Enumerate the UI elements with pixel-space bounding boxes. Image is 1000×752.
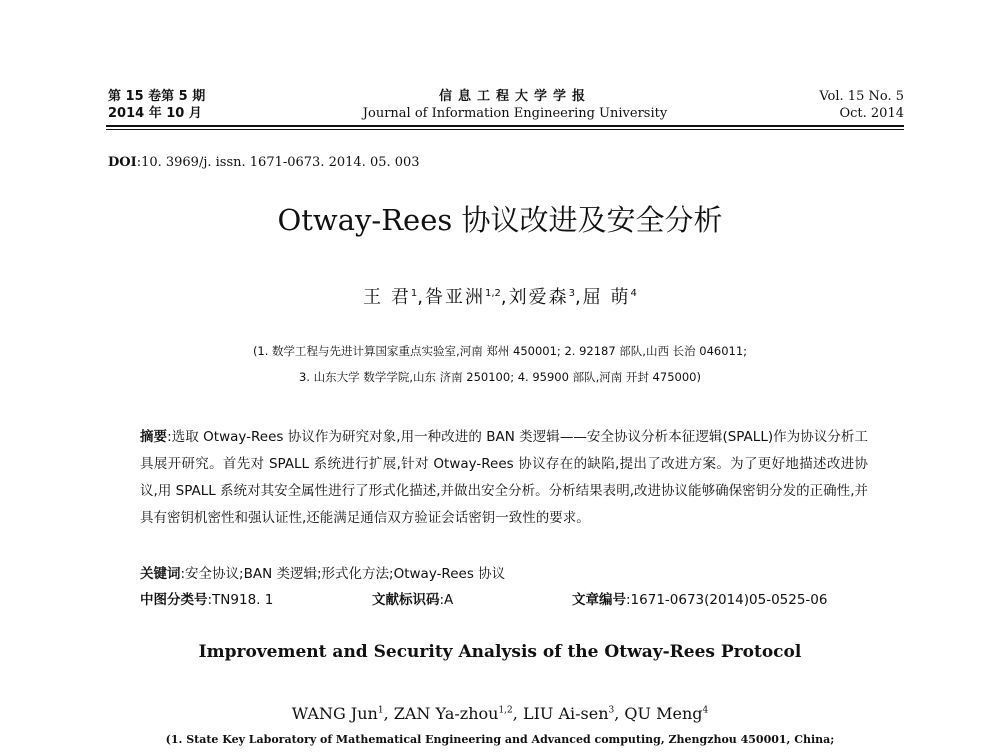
clc-label: 中图分类号	[140, 592, 208, 608]
doi-line	[108, 155, 420, 170]
header-rule-thin	[106, 129, 904, 130]
author-affil-mark: 3	[568, 288, 576, 299]
document-code	[372, 588, 453, 608]
doc-code-value: :A	[439, 592, 454, 608]
english-author-affil-mark: 1	[377, 705, 384, 716]
doc-code-label: 文献标识码	[372, 592, 440, 608]
keywords-text: :安全协议;BAN 类逻辑;形式化方法;Otway-Rees 协议	[180, 566, 506, 582]
abstract	[140, 424, 868, 532]
author-name: 王 君	[363, 287, 411, 308]
abstract-text: :选取 Otway-Rees 协议作为研究对象,用一种改进的 BAN 类逻辑——安全协议分析本征逻辑(SPALL)作为协议分析工具展开研究。首先对 SPALL 系统进行扩展,针对 Otway-Rees 协议存在的缺陷,提出了改进方案。为了更好地描述改进协议,用 SPALL 系统对其安全属性进行了形式化描述,并做出安全分析。分析结果表明,改进协议能够确保密钥分发的正确性,并具有密钥机密性和强认证性,还能满足通信双方验证会话密钥一致性的要求。	[140, 429, 868, 526]
english-author-name: , ZAN Ya-zhou	[383, 704, 499, 723]
article-number	[572, 588, 827, 608]
author-affil-mark: 4	[630, 288, 637, 299]
volume-number: Vol. 15 No. 5	[819, 89, 904, 104]
english-author-name: , LIU Ai-sen	[512, 704, 609, 723]
doi-label: DOI	[108, 155, 137, 170]
journal-volume	[819, 88, 904, 122]
affiliation-line-2: 3. 山东大学 数学学院,山东 济南 250100; 4. 95900 部队,河南 开封 475000)	[299, 370, 701, 384]
journal-name-en: Journal of Information Engineering University	[362, 106, 668, 121]
journal-name	[330, 88, 700, 122]
keywords-label: 关键词	[140, 566, 181, 582]
paper-title: Otway-Rees 协议改进及安全分析	[277, 203, 723, 237]
issue-date: 2014 年 10 月	[108, 106, 202, 121]
english-author-affil-mark: 4	[702, 705, 709, 716]
issue-volume: 第 15 卷第 5 期	[108, 89, 206, 104]
english-author-affil-mark: 3	[608, 705, 615, 716]
doi-value: :10. 3969/j. issn. 1671-0673. 2014. 05. 003	[136, 155, 420, 170]
author-name: ,屈 萌	[575, 287, 631, 308]
english-author-name: WANG Jun	[291, 704, 378, 723]
english-title: Improvement and Security Analysis of the Otway-Rees Protocol	[198, 642, 802, 662]
article-number-label: 文章编号	[572, 592, 626, 608]
clc-value: :TN918. 1	[207, 592, 274, 608]
classification-line	[140, 588, 870, 608]
volume-date: Oct. 2014	[839, 106, 904, 121]
author-list	[0, 283, 1000, 309]
header-rule	[106, 125, 904, 127]
author-name: ,昝亚洲	[417, 287, 485, 308]
article-number-value: :1671-0673(2014)05-0525-06	[626, 592, 828, 608]
english-affiliation: (1. State Key Laboratory of Mathematical Engineering and Advanced computing, Zhengzhou 450001, China;	[165, 733, 835, 746]
abstract-label: 摘要	[140, 429, 168, 445]
clc-number	[140, 592, 273, 608]
journal-issue	[108, 88, 205, 122]
author-affil-mark: 1,2	[485, 288, 501, 299]
english-author-name: , QU Meng	[614, 704, 703, 723]
keywords	[140, 562, 505, 582]
journal-name-cn: 信息工程大学学报	[438, 89, 591, 104]
author-affil-mark: 1	[410, 288, 418, 299]
author-name: ,刘爱森	[500, 287, 569, 308]
english-author-list	[0, 704, 1000, 723]
english-author-affil-mark: 1,2	[498, 705, 513, 716]
affiliation-line-1: (1. 数学工程与先进计算国家重点实验室,河南 郑州 450001; 2. 92187 部队,山西 长治 046011;	[252, 344, 748, 358]
